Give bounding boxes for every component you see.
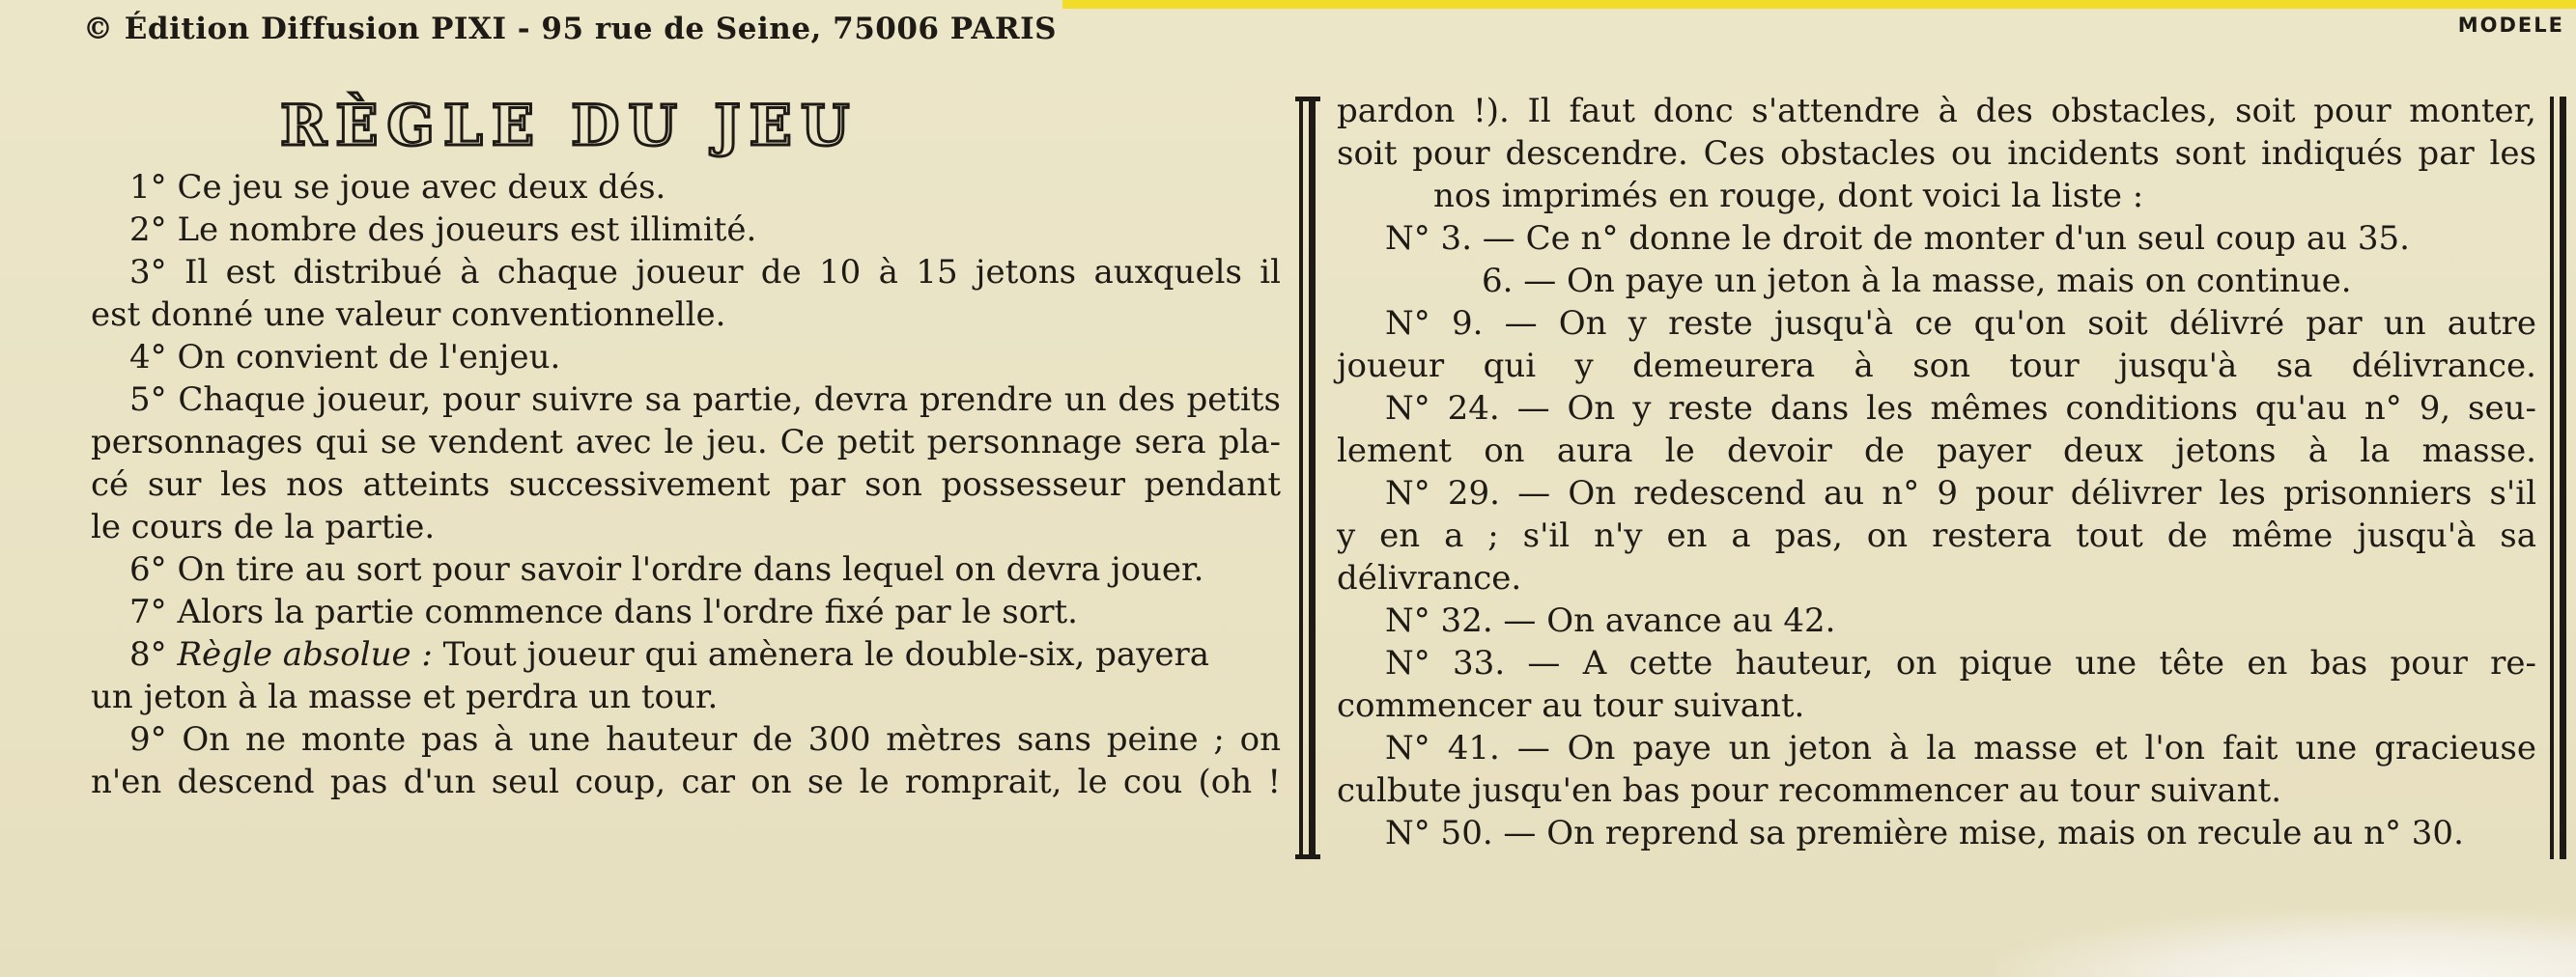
rule-line: nos imprimés en rouge, dont voici la liste :: [1433, 177, 2144, 215]
rules-left-column: [91, 166, 1281, 803]
rule-line: personnages qui se vendent avec le jeu. Ce petit personnage sera pla-: [91, 423, 1281, 461]
copyright-line: © Édition Diffusion PIXI - 95 rue de Seine, 75006 PARIS: [83, 12, 1058, 46]
obstacle-line: N° 9. — On y reste jusqu'à ce qu'on soit délivré par un autre: [1385, 304, 2536, 343]
rule-line: 6° On tire au sort pour savoir l'ordre dans lequel on devra jouer.: [129, 550, 1204, 589]
obstacle-line: joueur qui y demeurera à son tour jusqu'à sa délivrance.: [1337, 347, 2536, 385]
rule-line: n'en descend pas d'un seul coup, car on se le romprait, le cou (oh !: [91, 763, 1281, 801]
obstacle-line: culbute jusqu'en bas pour recommencer au tour suivant.: [1337, 771, 2282, 810]
rule-line: 5° Chaque joueur, pour suivre sa partie, devra prendre un des petits: [129, 380, 1281, 419]
obstacle-line: N° 33. — A cette hauteur, on pique une tête en bas pour re-: [1385, 644, 2536, 683]
obstacle-line: y en a ; s'il n'y en a pas, on restera tout de même jusqu'à sa: [1337, 516, 2536, 555]
rule-line: pardon !). Il faut donc s'attendre à des obstacles, soit pour monter,: [1337, 92, 2536, 130]
rule-line: 9° On ne monte pas à une hauteur de 300 mètres sans peine ; on: [129, 720, 1281, 759]
obstacle-line: N° 41. — On paye un jeton à la masse et l'on fait une gracieuse: [1385, 729, 2536, 768]
rule-8-number: 8°: [129, 635, 178, 674]
obstacle-line: N° 29. — On redescend au n° 9 pour délivrer les prisonniers s'il: [1385, 474, 2536, 513]
rule-line: un jeton à la masse et perdra un tour.: [91, 678, 719, 716]
rule-line: 2° Le nombre des joueurs est illimité.: [129, 210, 757, 249]
model-label: MODELE: [2457, 14, 2564, 37]
rule-8-text: Tout joueur qui amènera le double-six, payera: [442, 635, 1210, 674]
rules-right-column: [1337, 90, 2536, 854]
rule-line: est donné une valeur conventionnelle.: [91, 295, 726, 334]
worn-paper-patch: [1996, 909, 2576, 977]
rule-line: soit pour descendre. Ces obstacles ou incidents sont indiqués par les: [1337, 134, 2536, 173]
obstacle-line: commencer au tour suivant.: [1337, 686, 1805, 725]
obstacle-line: N° 32. — On avance au 42.: [1385, 601, 1836, 640]
obstacle-line: lement on aura le devoir de payer deux jetons à la masse.: [1337, 432, 2536, 470]
rule-line-8: [91, 633, 1281, 676]
obstacle-line: N° 24. — On y reste dans les mêmes conditions qu'au n° 9, seu-: [1385, 389, 2536, 428]
rule-line: 1° Ce jeu se joue avec deux dés.: [129, 168, 666, 207]
obstacle-line: délivrance.: [1337, 559, 1522, 598]
rule-8-label: Règle absolue :: [177, 635, 433, 674]
rule-line: le cours de la partie.: [91, 508, 436, 546]
yellow-edge-strip: [1062, 0, 2576, 9]
obstacle-line: N° 50. — On reprend sa première mise, mais on recule au n° 30.: [1385, 814, 2464, 852]
obstacle-line: 6. — On paye un jeton à la masse, mais on continue.: [1482, 262, 2352, 300]
obstacle-line: N° 3. — Ce n° donne le droit de monter d'un seul coup au 35.: [1385, 219, 2410, 258]
rule-line: cé sur les nos atteints successivement par son possesseur pendant: [91, 465, 1281, 504]
page-title: RÈGLE DU JEU: [280, 93, 859, 158]
rule-line: 7° Alors la partie commence dans l'ordre fixé par le sort.: [129, 593, 1078, 631]
rule-line: 4° On convient de l'enjeu.: [129, 338, 561, 377]
rule-line: 3° Il est distribué à chaque joueur de 10 à 15 jetons auxquels il: [129, 253, 1281, 292]
